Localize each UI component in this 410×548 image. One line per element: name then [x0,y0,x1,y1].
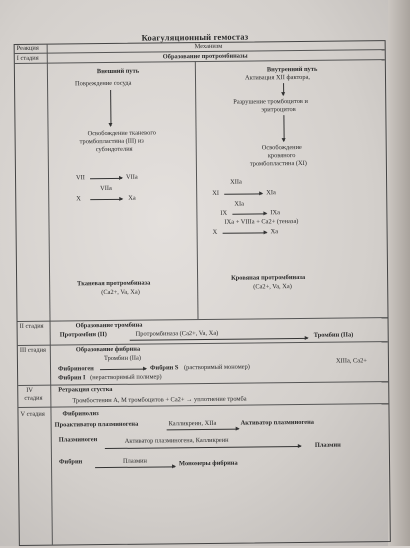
right-arrow [224,193,262,194]
stage4-label-sub: стадия [24,394,43,402]
right-arrow [90,178,122,179]
col-divider [47,45,53,545]
factor-x-internal: X [212,228,218,236]
factor-xi: XI [212,189,219,197]
stage5-label: V стадия [20,410,45,418]
stage4-title: Ретракция сгустка [58,385,113,394]
coagulation-table [14,40,391,546]
external-step2a: Освобождение тканевого [87,129,157,138]
row-divider [18,341,388,346]
factor-xa-internal: Xa [270,228,279,236]
plasminogen: Плазминоген [58,436,98,444]
col-divider [195,61,199,319]
factor-ix: IX [220,209,228,217]
down-arrow [283,115,284,141]
stage1-label: I стадия [16,54,39,62]
external-step2c: субэндотелия [95,145,133,154]
tenase-complex: IXa + VIIIa + Ca2+ (теназа) [224,218,299,226]
plasmin-catalyst: Плазмин [122,457,148,465]
right-arrow [95,466,175,468]
col-reaction-header: Реакция [16,44,39,52]
down-arrow [283,83,284,95]
fibrin: Фибрин [58,458,83,466]
thrombin-catalyst: Тромбин (IIa) [103,354,141,363]
right-arrow [105,446,301,449]
page-title: Коагуляционный гемостаз [141,31,249,43]
fibrin-i-note: (нерастворимый полимер) [90,373,162,382]
right-arrow [167,429,239,431]
right-arrow [90,199,122,200]
factor-viia-catalyst: VIIa [100,184,112,193]
fibrin-s-note: (растворимый мономер) [183,363,250,372]
right-arrow [232,213,266,214]
factor-xia-catalyst: XIa [234,200,244,208]
internal-step3a: Освобождение [261,143,302,152]
external-result-sub: (Ca2+, Va, Xa) [101,288,140,297]
xiiia-catalyst: XIIIa, Ca2+ [335,357,367,365]
factor-x: X [76,195,81,203]
factor-xiia: XIIa [230,178,242,186]
row-divider [18,317,388,322]
internal-step2a: Разрушение тромбоцитов и [233,97,308,106]
internal-step3b: кровяного [267,152,296,160]
stage3-label: III стадия [19,346,47,354]
factor-xia: XIa [266,189,276,197]
stage3-title: Образование фибрина [75,345,141,354]
internal-step3c: тромбопластина (XI) [249,159,307,168]
right-arrow [130,338,308,341]
external-heading: Внешний путь [96,67,140,76]
factor-xa: Xa [128,194,136,202]
external-step2b: тромбопластина (III) из [79,137,144,146]
internal-step2b: эритроцитов [261,106,296,114]
right-arrow [100,369,146,370]
internal-result-sub: (Ca2+, Va, Xa) [253,283,292,291]
prothrombinase-catalyst: Протромбиназа (Ca2+, Va, Xa) [135,329,219,338]
internal-result: Кровяная протромбиназа [231,273,306,282]
proactivator: Проактиватор плазминогена [54,420,139,429]
factor-ixa: IXa [270,209,281,217]
stage2-label: II стадия [19,322,44,330]
fibrin-i: Фибрин I [58,374,86,382]
plasmin: Плазмин [314,441,341,449]
factor-vii: VII [75,174,85,182]
internal-heading: Внутренний путь [266,65,318,74]
document-sheet [1,0,399,548]
stage5-title: Фибринолиз [62,410,99,418]
fibrin-s: Фибрин S [149,364,179,372]
thrombin: Тромбин (IIa) [313,331,354,339]
stage4-text: Тромбостенин А, М тромбоцитов + Ca2+ → уплотнение тромба [72,395,247,405]
stage1-title: Образование протромбиназы [162,52,248,61]
row-divider [18,381,388,386]
down-arrow [110,90,111,126]
prothrombin: Протромбин (II) [59,331,107,339]
right-arrow [223,232,267,233]
kallikrein-catalyst: Калликреин, XIIa [168,419,217,428]
activator-catalyst: Активатор плазминогена, Калликреин [124,436,229,445]
fibrin-monomers: Мономеры фибрина [178,459,238,468]
col-mechanism-header: Механизм [194,42,223,51]
stage2-title: Образование тромбина [75,321,143,330]
stage4-label: IV [26,386,34,394]
fibrinogen: Фибриноген [57,365,94,373]
external-step1: Повреждение сосуда [75,79,132,88]
factor-viia: VIIa [125,173,138,181]
external-result: Тканевая протромбиназа [77,279,151,288]
internal-step1: Активация XII фактора, [244,73,311,82]
plasminogen-activator: Активатор плазминогена [240,418,315,427]
